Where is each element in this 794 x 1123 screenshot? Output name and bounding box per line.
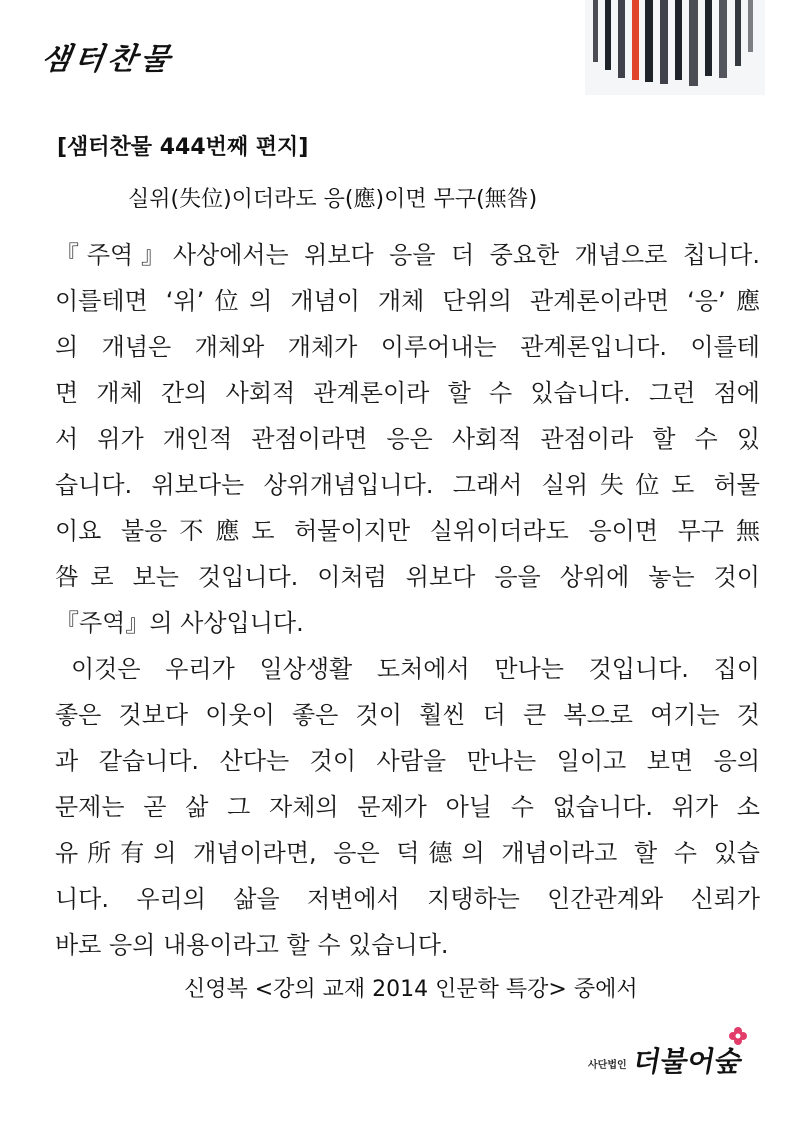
body-line: 이를테면 ‘위’位의 개념이 개체 단위의 관계론이라면 ‘응’應 — [55, 287, 760, 315]
footer-org-type: 사단법인 — [588, 1060, 627, 1071]
body-line: 문제는 곧 삶 그 자체의 문제가 아닐 수 없습니다. 위가 소 — [55, 793, 760, 821]
letter-title: 실위(失位)이더라도 응(應)이면 무구(無咎) — [128, 187, 538, 212]
brush-stroke-art — [585, 0, 765, 95]
body-line: 바로 응의 내용이라고 할 수 있습니다. — [55, 931, 449, 959]
header-logo: 샘터찬물 — [39, 42, 176, 77]
letter-number-heading: [샘터찬물 444번째 편지] — [57, 135, 309, 160]
body-line: 서 위가 개인적 관점이라면 응은 사회적 관점이라 할 수 있 — [55, 425, 760, 453]
body-line: 『주역』의 사상입니다. — [55, 609, 304, 637]
footer-logo — [588, 1040, 758, 1084]
body-line: 유所有의 개념이라면, 응은 덕德의 개념이라고 할 수 있습 — [55, 839, 760, 867]
body-line: 이요 불응不應도 허물이지만 실위이더라도 응이면 무구無 — [55, 517, 760, 545]
body-line: 이것은 우리가 일상생활 도처에서 만나는 것입니다. 집이 — [71, 655, 760, 683]
body-line: 과 같습니다. 산다는 것이 사람을 만나는 일이고 보면 응의 — [55, 747, 760, 775]
attribution: 신영복 <강의 교재 2014 인문학 특강> 중에서 — [184, 977, 638, 1002]
body-line: 의 개념은 개체와 개체가 이루어내는 관계론입니다. 이를테 — [55, 333, 760, 361]
body-line: 좋은 것보다 이웃이 좋은 것이 훨씬 더 큰 복으로 여기는 것 — [55, 701, 760, 729]
footer-org-name: 더불어숲 — [630, 1045, 745, 1078]
body-line: 니다. 우리의 삶을 저변에서 지탱하는 인간관계와 신뢰가 — [55, 885, 760, 913]
body-line: 『주역』사상에서는 위보다 응을 더 중요한 개념으로 칩니다. — [55, 241, 760, 269]
body-line: 면 개체 간의 사회적 관계론이라 할 수 있습니다. 그런 점에 — [55, 379, 760, 407]
flower-icon — [728, 1026, 748, 1046]
body-line: 咎로 보는 것입니다. 이처럼 위보다 응을 상위에 놓는 것이 — [55, 563, 760, 591]
body-line: 습니다. 위보다는 상위개념입니다. 그래서 실위失位도 허물 — [55, 471, 760, 499]
letter-body — [55, 232, 760, 968]
